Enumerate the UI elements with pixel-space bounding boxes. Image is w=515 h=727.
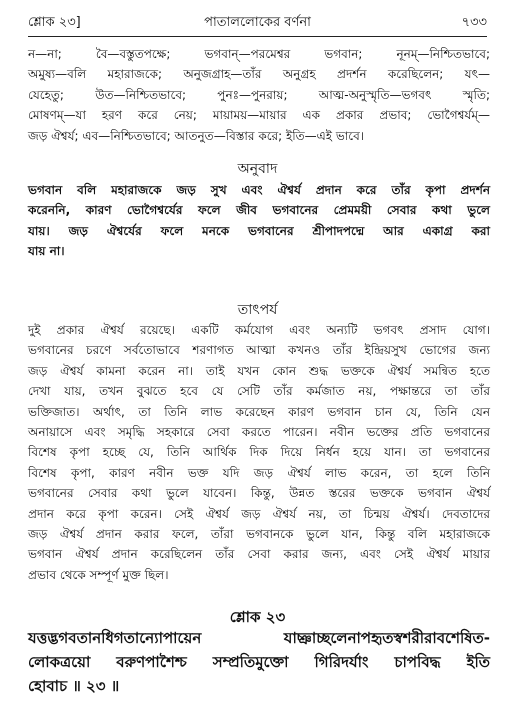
translation-line: যায় না। — [28, 244, 65, 259]
synonyms-line: অমুষ্য—বলি মহারাজকে; অনুজগ্রাহ—তাঁর অনুগ্রহ প্রদর্শন করেছিলেন; যৎ— — [28, 67, 490, 82]
purport-heading: তাৎপর্য — [237, 302, 278, 318]
translation-block — [28, 180, 490, 262]
verse-line: লোকত্রয়ো বরুণপাশৈশ্চ সম্প্রতিমুক্তো গিরিদর্যাং চাপবিদ্ধ ইতি — [28, 653, 490, 671]
page-header — [28, 12, 487, 34]
purport-line: বিশেষ কৃপা হচ্ছে যে, তিনি আর্থিক দিক দিয়ে নির্ধন হয়ে যান। তা ভগবানের — [28, 445, 490, 460]
purport-line: ভগবানের চরণে সর্বতোভাবে শরণাগত আত্মা কখনও তাঁর ইন্দ্রিয়সুখ ভোগের জন্য — [28, 343, 490, 358]
synonyms-block — [28, 44, 490, 146]
purport-line: জড় ঐশ্বর্য প্রদান করার ফলে, তাঁরা ভগবানকে ভুলে যান, কিন্তু বলি মহারাজকে — [28, 527, 490, 542]
purport-line: প্রভাব থেকে সম্পূর্ণ মুক্ত ছিল। — [28, 567, 169, 582]
purport-line: অনায়াসে এবং সমৃদ্ধি সহকারে সেবা করতে পারেন। নবীন ভক্তের প্রতি ভগবানের — [28, 425, 490, 440]
header-chapter-title: পাতাললোকের বর্ণনা — [204, 14, 311, 30]
header-page-number: ৭৩৩ — [461, 14, 487, 30]
translation-line: করেননি, কারণ ভোগৈশ্বর্যের ফলে জীব ভগবানের প্রেমময়ী সেবার কথা ভুলে — [28, 203, 490, 218]
purport-line: দুই প্রকার ঐশ্বর্য রয়েছে। একটি কর্মযোগ এবং অন্যটি ভগবৎ প্রসাদ যোগ। — [28, 323, 490, 337]
verse-line: যত্তদ্ভগবতানধিগতান্যোপায়েন যাচ্ঞাচ্ছলেনাপহৃতস্বশরীরাবশেষিত- — [28, 629, 490, 647]
synonyms-line: মোষণম্—যা হরণ করে নেয়; মায়াময়—মায়ার এক প্রকার প্রভাব; ভোগৈশ্বর্যম্— — [28, 108, 490, 123]
synonyms-line: ন—না; বৈ—বস্তুতপক্ষে; ভগবান্—পরমেশ্বর ভগবান; নূনম্—নিশ্চিতভাবে; — [28, 47, 490, 61]
purport-block — [28, 320, 490, 585]
purport-line: জড় ঐশ্বর্য কামনা করেন না। তাই যখন কোন শুদ্ধ ভক্তকে ঐশ্বর্য সমন্বিত হতে — [28, 363, 490, 378]
purport-line: ভগবানের সেবার কথা ভুলে যাবেন। কিন্তু, উন্নত স্তরের ভক্তকে ভগবান ঐশ্বর্য — [28, 486, 490, 501]
verse-heading: শ্লোক ২৩ — [229, 608, 286, 626]
synonyms-line: জড় ঐশ্বর্য; এব—নিশ্চিতভাবে; আতনুত—বিস্তার করে; ইতি—এই ভাবে। — [28, 128, 365, 143]
translation-line: ভগবান বলি মহারাজকে জড় সুখ এবং ঐশ্বর্য প্রদান করে তাঁর কৃপা প্রদর্শন — [28, 183, 490, 197]
synonyms-line: যেহেতু; উত—নিশ্চিতভাবে; পুনঃ—পুনরায়; আত্ম-অনুস্মৃতি—ভগবৎ স্মৃতি; — [28, 87, 490, 102]
purport-line: ভক্তিজাত। অর্থাৎ, তা তিনি লাভ করেছেন কারণ ভগবান চান যে, তিনি যেন — [28, 404, 490, 419]
purport-line: বিশেষ কৃপা, কারণ নবীন ভক্ত যদি জড় ঐশ্বর্য লাভ করেন, তা হলে তিনি — [28, 465, 490, 480]
header-rule — [28, 36, 487, 37]
translation-heading: অনুবাদ — [237, 161, 278, 177]
purport-line: দেখা যায়, তখন বুঝতে হবে যে সেটি তাঁর কর্মজাত নয়, পক্ষান্তরে তা তাঁর — [28, 384, 490, 399]
purport-line: ভগবান ঐশ্বর্য প্রদান করেছিলেন তাঁর সেবা করার জন্য, এবং সেই ঐশ্বর্য মায়ার — [28, 547, 490, 562]
verse-line: হোবাচ ॥ ২৩ ॥ — [28, 677, 120, 695]
verse-block — [28, 626, 490, 698]
translation-line: যায়। জড় ঐশ্বর্যের ফলে মনকে ভগবানের শ্রীপাদপদ্মে আর একাগ্র করা — [28, 223, 490, 238]
header-verse-ref: শ্লোক ২৩] — [28, 14, 81, 30]
purport-line: প্রদান করে কৃপা করেন। সেই ঐশ্বর্য জড় ঐশ্বর্য নয়, তা চিন্ময় ঐশ্বর্য। দেবতাদের — [28, 506, 490, 521]
